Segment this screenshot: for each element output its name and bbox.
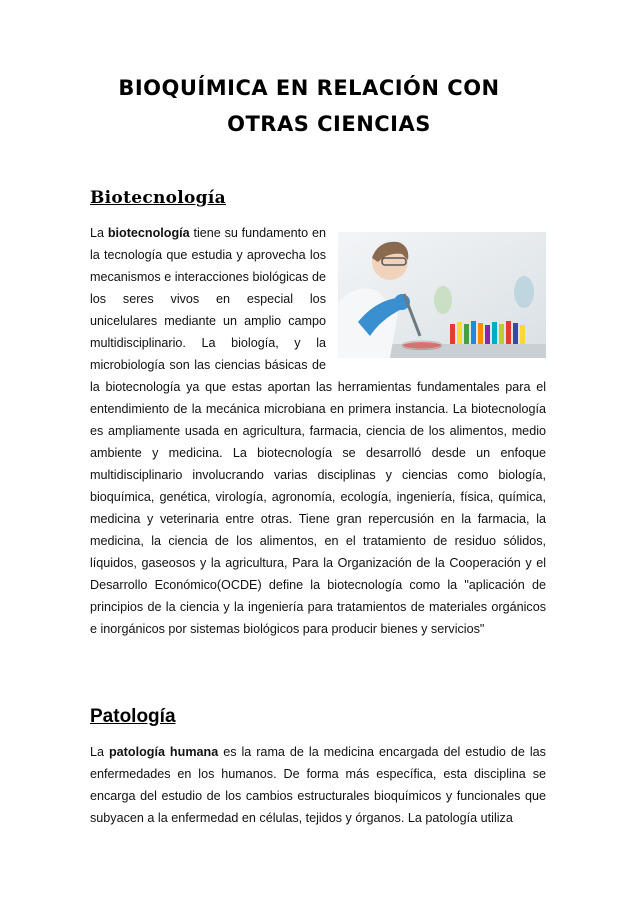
- document-title-line-2: OTRAS CIENCIAS: [227, 112, 431, 136]
- biotecnologia-body: tiene su fundamento en la tecnología que estudia y aprovecha los mecanismos e interacciones biológicas de los seres vivos en especial los unicelulares mediante un amplio campo multidisciplinario. La biología, y la microbiología son las ciencias básicas de la biotecnología ya que estas aportan las herramientas fundamentales para el entendimiento de la mecánica microbiana en primera instancia. La biotecnología es ampliamente usada en agricultura, farmacia, ciencia de los alimentos, medio ambiente y medicina. La biotecnología se desarrolló desde un enfoque multidisciplinario involucrando varias disciplinas y ciencias como biología, bioquímica, genética, virología, agronomía, ecología, ingeniería, física, química, medicina y veterinaria entre otras. Tiene gran repercusión en la farmacia, la medicina, la ciencia de los alimentos, en el tratamiento de residuo sólidos, líquidos, gaseosos y la agricultura, Para la Organización de la Cooperación y el Desarrollo Económico(OCDE) define la biotecnología como la "aplicación de principios de la ciencia y la ingeniería para tratamientos de materiales orgánicos e inorgánicos por sistemas biológicos para producir bienes y servicios": [90, 226, 546, 636]
- patologia-paragraph: [90, 741, 546, 829]
- biotecnologia-keyword: biotecnología: [107, 226, 190, 240]
- patologia-body: es la rama de la medicina encargada del estudio de las enfermedades en los humanos. De forma más específica, esta disciplina se encarga del estudio de los cambios estructurales bioquímicos y funcionales que subyacen a la enfermedad en células, tejidos y órganos. La patología utiliza: [90, 745, 546, 825]
- lab-scientist-photo: [338, 232, 546, 358]
- section-heading-patologia: Patología: [90, 706, 176, 727]
- patologia-keyword: patología humana: [108, 745, 219, 759]
- biotecnologia-intro: La: [90, 226, 108, 240]
- section-heading-biotecnologia: Biotecnología: [90, 188, 226, 208]
- patologia-intro: La: [90, 745, 109, 759]
- document-title-line-1: BIOQUÍMICA EN RELACIÓN CON: [118, 76, 500, 100]
- biotecnologia-paragraph: [90, 222, 546, 640]
